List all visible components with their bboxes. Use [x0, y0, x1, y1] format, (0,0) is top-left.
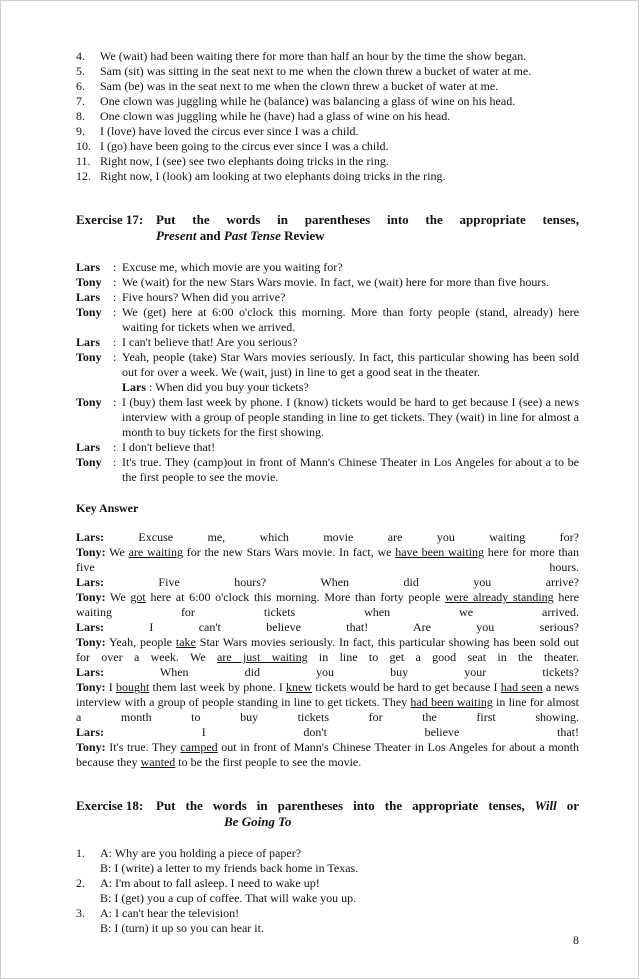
answer-underlined: have been waiting [395, 545, 485, 559]
item-text: Sam (sit) was sitting in the seat next to me when the clown threw a bucket of water at me. [100, 64, 532, 78]
text-segment: in line to get a good seat in the theater. [307, 650, 580, 664]
text-segment: When did you buy your tickets? [104, 665, 579, 679]
exercise18-subtitle [224, 814, 579, 830]
list-item [76, 64, 579, 79]
dialogue-pair-line: A: Why are you holding a piece of paper? [100, 846, 302, 860]
answer-underlined: had seen [500, 680, 543, 694]
dialogue-line [76, 455, 579, 485]
key-answer-line [76, 665, 579, 680]
speaker-name: Tony [76, 275, 102, 289]
dialogue-pair-line: B: I (get) you a cup of coffee. That will wake you up. [100, 891, 357, 905]
text-segment: I can't believe that! Are you serious? [122, 335, 298, 349]
speaker-colon: : [113, 350, 117, 364]
speaker-name: Lars [76, 290, 100, 304]
speech-text [122, 335, 579, 350]
text-segment: for the new Stars Wars movie. In fact, we [182, 545, 396, 559]
dialogue-line [76, 335, 579, 350]
exercise-item [76, 846, 579, 876]
key-answer-line [76, 620, 579, 635]
item-text: One clown was juggling while he (balance) was balancing a glass of wine on his head. [100, 94, 516, 108]
list-item [76, 169, 579, 184]
text-segment: Lars: [76, 665, 104, 679]
item-lines [100, 906, 579, 936]
speaker-name: Tony [76, 395, 102, 409]
exercise17-subtitle [156, 228, 579, 244]
text-segment: It's true. They (camp)out in front of Mann's Chinese Theater in Los Angeles for about a to be the first people to see the movie. [122, 455, 579, 484]
item-number: 1. [76, 846, 85, 860]
speaker-name: Tony [76, 350, 102, 364]
speech-text [122, 440, 579, 455]
text-segment: Yeah, people [105, 635, 176, 649]
list-item [76, 139, 579, 154]
text-segment: I can't believe that! Are you serious? [104, 620, 579, 634]
answer-underlined: are waiting [128, 545, 183, 559]
speaker-colon: : [113, 455, 117, 469]
list-item [76, 124, 579, 139]
text-segment: to be the first people to see the movie. [175, 755, 362, 769]
speaker-colon: : [113, 275, 117, 289]
dialogue-pair-line: B: I (turn) it up so you can hear it. [100, 921, 264, 935]
dialogue-line [76, 350, 579, 380]
dialogue-pair-line: A: I'm about to fall asleep. I need to wake up! [100, 876, 320, 890]
speaker-name: Lars [76, 440, 100, 454]
speaker-name: Tony [76, 455, 102, 469]
text-segment: or [556, 798, 579, 813]
speech-text [122, 275, 579, 290]
speech-text [122, 305, 579, 335]
list-item [76, 79, 579, 94]
speaker-colon: : [113, 395, 117, 409]
text-segment: here waiting for tickets when we arrived. [76, 590, 579, 619]
speaker-name: Lars [76, 335, 100, 349]
text-segment: Present [156, 228, 197, 243]
exercise17-title [156, 212, 579, 228]
text-segment: Will [534, 798, 557, 813]
speaker-colon: : [113, 290, 117, 304]
key-answer-line [76, 725, 579, 740]
page-number: 8 [573, 933, 579, 947]
list-item [76, 49, 579, 64]
key-answer-dialogue [76, 530, 579, 770]
key-answer-line [76, 740, 579, 770]
speaker-colon [113, 380, 122, 395]
item-lines [100, 846, 579, 876]
speaker-name [76, 380, 113, 395]
text-segment: I (buy) them last week by phone. I (know) tickets would be hard to get because I (see) a news interview with a group of people standing in line to get tickets. They (wait) in line for almost a month to buy tickets for the first showing. [122, 395, 579, 439]
dialogue-line [76, 395, 579, 440]
answer-underlined: camped [180, 740, 218, 754]
answer-underlined: were already standing [445, 590, 554, 604]
item-text: I (love) have loved the circus ever since I was a child. [100, 124, 359, 138]
key-answer-line [76, 680, 579, 725]
speaker-name: Tony [76, 305, 102, 319]
speech-text [122, 290, 579, 305]
exercise17-dialogue [76, 260, 579, 485]
key-answer-heading: Key Answer [76, 501, 139, 515]
speech-text [122, 455, 579, 485]
text-segment: Excuse me, which movie are you waiting for? [122, 260, 343, 274]
key-answer-line [76, 590, 579, 620]
text-segment: Put the words in parentheses into the appropriate tenses, [156, 212, 579, 227]
speaker-colon: : [113, 305, 117, 319]
dialogue-pair-line: A: I can't hear the television! [100, 906, 240, 920]
text-segment: Tony: [76, 680, 106, 694]
item-number: 11. [76, 154, 91, 168]
key-answer-line [76, 635, 579, 665]
dialogue-line [76, 290, 579, 305]
speech-text [122, 380, 579, 395]
text-segment: and [196, 228, 224, 243]
item-text: Right now, I (see) see two elephants doing tricks in the ring. [100, 154, 389, 168]
item-text: We (wait) had been waiting there for more than half an hour by the time the show began. [100, 49, 527, 63]
dialogue-line [76, 380, 579, 395]
answer-underlined: knew [286, 680, 313, 694]
text-segment: Tony: [76, 545, 106, 559]
text-segment: We (wait) for the new Stars Wars movie. In fact, we (wait) here for more than five hours. [122, 275, 550, 289]
text-segment: Be Going To [224, 814, 292, 829]
exercise17-heading-line1 [76, 212, 579, 228]
text-segment: We (get) here at 6:00 o'clock this morning. More than forty people (stand, already) here waiting for tickets when we arrived. [122, 305, 579, 334]
item-number: 10. [76, 139, 91, 153]
item-lines [100, 876, 579, 906]
list-item [76, 154, 579, 169]
key-answer-line [76, 545, 579, 575]
item-number: 8. [76, 109, 85, 123]
text-segment: Tony: [76, 740, 106, 754]
key-answer-line [76, 530, 579, 545]
text-segment: in line for almost a month to buy tickets for the first showing. [76, 695, 579, 724]
item-number: 5. [76, 64, 85, 78]
text-segment: Excuse me, which movie are you waiting for? [104, 530, 579, 544]
exercise18-label: Exercise 18: [76, 798, 144, 813]
text-segment: Lars: [76, 575, 104, 589]
item-text: Right now, I (look) am looking at two elephants doing tricks in the ring. [100, 169, 446, 183]
text-segment: I don't believe that! [104, 725, 579, 739]
exercise-item [76, 876, 579, 906]
text-segment: I don't believe that! [122, 440, 216, 454]
answer-underlined: had been waiting [410, 695, 493, 709]
item-text: I (go) have been going to the circus ever since I was a child. [100, 139, 389, 153]
dialogue-line [76, 305, 579, 335]
text-segment: them last week by phone. I [149, 680, 287, 694]
text-segment: We [105, 545, 129, 559]
item-number: 2. [76, 876, 85, 890]
item-number: 6. [76, 79, 85, 93]
text-segment: Lars: [76, 620, 104, 634]
answer-underlined: are just waiting [217, 650, 308, 664]
exercise18-heading-line1 [76, 798, 579, 814]
text-segment: We [105, 590, 131, 604]
text-segment: Five hours? When did you arrive? [122, 290, 286, 304]
dialogue-pair-line: B: I (write) a letter to my friends back home in Texas. [100, 861, 359, 875]
item-number: 7. [76, 94, 85, 108]
key-answer-line [76, 575, 579, 590]
text-segment: here for more than five hours. [76, 545, 579, 574]
answer-underlined: got [130, 590, 146, 604]
text-segment: Tony: [76, 590, 106, 604]
speech-text [122, 395, 579, 440]
dialogue-line [76, 440, 579, 455]
exercise17-heading [76, 212, 579, 244]
text-segment: Five hours? When did you arrive? [104, 575, 579, 589]
list-item [76, 94, 579, 109]
exercise18-list [76, 846, 579, 936]
dialogue-line [76, 260, 579, 275]
item-text: Sam (be) was in the seat next to me when the clown threw a bucket of water at me. [100, 79, 499, 93]
item-number: 3. [76, 906, 85, 920]
speech-text [122, 260, 579, 275]
answer-underlined: wanted [140, 755, 176, 769]
text-segment: Lars: [76, 530, 104, 544]
text-segment: Past Tense [223, 228, 281, 243]
text-segment: : When did you buy your tickets? [146, 380, 309, 394]
speech-text [122, 350, 579, 380]
exercise-item [76, 906, 579, 936]
answer-underlined: take [175, 635, 196, 649]
answer-underlined: bought [115, 680, 150, 694]
text-segment: Star Wars movies seriously. In fact, this particular showing has been sold out for over a week. We [76, 635, 579, 664]
text-segment: Lars: [76, 725, 104, 739]
text-segment: tickets would be hard to get because I [312, 680, 501, 694]
exercise17-label: Exercise 17: [76, 212, 144, 227]
text-segment: a news interview with a group of people standing in line to get tickets. They [76, 680, 580, 709]
item-number: 9. [76, 124, 85, 138]
text-segment: I [105, 680, 116, 694]
item-text: One clown was juggling while he (have) had a glass of wine on his head. [100, 109, 451, 123]
text-segment: Put the words in parentheses into the appropriate tenses, [156, 798, 535, 813]
text-segment: It's true. They [105, 740, 181, 754]
speaker-name: Lars [76, 260, 100, 274]
dialogue-line [76, 275, 579, 290]
text-segment: Lars [122, 380, 146, 394]
text-segment: Tony: [76, 635, 106, 649]
exercise18-title [156, 798, 579, 814]
text-segment: Review [280, 228, 325, 243]
review-answers-list [76, 49, 579, 184]
text-segment: out in front of Mann's Chinese Theater in Los Angeles for about a month because they [76, 740, 579, 769]
text-segment: Yeah, people (take) Star Wars movies seriously. In fact, this particular showing has been sold out for over a week. We (wait, just) in line to get a good seat in the theater. [122, 350, 579, 379]
text-segment: here at 6:00 o'clock this morning. More than forty people [145, 590, 445, 604]
speaker-colon: : [113, 440, 117, 454]
speaker-colon: : [113, 260, 117, 274]
speaker-colon: : [113, 335, 117, 349]
item-number: 12. [76, 169, 91, 183]
item-number: 4. [76, 49, 85, 63]
list-item [76, 109, 579, 124]
exercise18-heading [76, 798, 579, 830]
